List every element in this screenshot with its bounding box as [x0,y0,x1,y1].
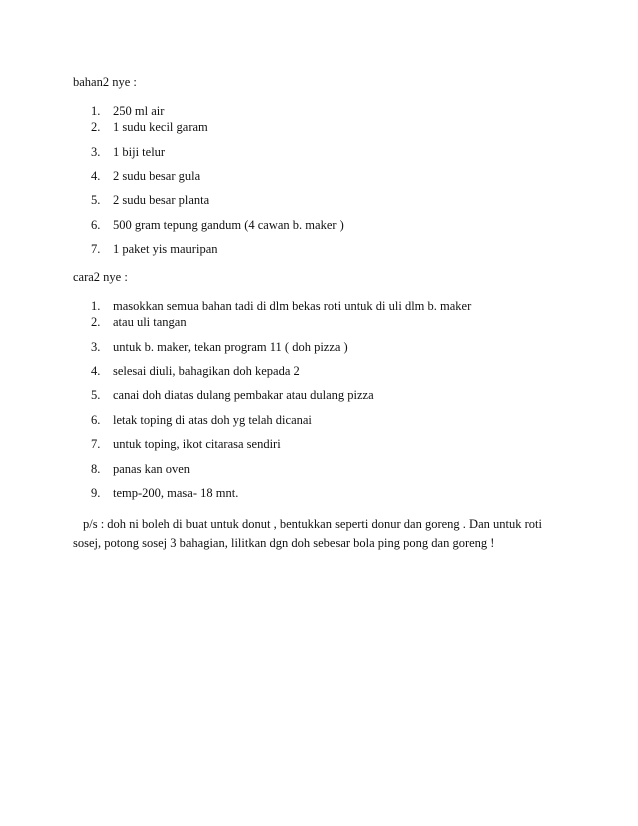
ingredient-item [91,193,209,208]
list-number: 2. [91,120,101,134]
ingredient-item [91,169,200,184]
note-paragraph [73,515,553,553]
list-number: 1. [91,299,101,313]
step-text: panas kan oven [113,462,191,476]
ingredients-heading: bahan2 nye : [73,75,137,89]
method-step [91,340,348,355]
list-number: 7. [91,242,101,256]
method-step [91,462,190,477]
method-step [91,413,312,428]
ingredient-text: 2 sudu besar planta [113,193,210,207]
method-heading: cara2 nye : [73,270,128,284]
ingredient-text: 1 sudu kecil garam [113,120,208,134]
ingredient-item [91,120,208,135]
ingredient-text: 1 paket yis mauripan [113,242,218,256]
list-number: 4. [91,364,101,378]
step-text: canai doh diatas dulang pembakar atau dulang pizza [113,388,374,402]
step-text: masokkan semua bahan tadi di dlm bekas roti untuk di uli dlm b. maker [113,299,472,313]
step-text: temp-200, masa- 18 mnt. [113,486,239,500]
ingredient-text: 1 biji telur [113,145,166,159]
method-step [91,299,471,314]
step-text: selesai diuli, bahagikan doh kepada 2 [113,364,300,378]
list-number: 6. [91,218,101,232]
step-text: letak toping di atas doh yg telah dicanai [113,413,312,427]
list-number: 4. [91,169,101,183]
ingredient-item [91,242,218,257]
note-line: p/s : doh ni boleh di buat untuk donut , bentukkan seperti donur dan goreng . Dan untuk roti [83,517,542,531]
ingredient-text: 250 ml air [113,104,165,118]
ingredient-item [91,145,165,160]
method-step [91,486,238,501]
list-number: 1. [91,104,101,118]
list-number: 8. [91,462,101,476]
list-number: 3. [91,340,101,354]
list-number: 5. [91,388,101,402]
step-text: atau uli tangan [113,315,187,329]
method-step [91,437,281,452]
ingredient-item [91,218,344,233]
step-text: untuk b. maker, tekan program 11 ( doh pizza ) [113,340,348,354]
list-number: 6. [91,413,101,427]
note-line: sosej, potong sosej 3 bahagian, lilitkan dgn doh sebesar bola ping pong dan goreng ! [73,536,495,550]
list-number: 7. [91,437,101,451]
method-step [91,364,300,379]
ingredient-text: 2 sudu besar gula [113,169,201,183]
ingredient-item [91,104,164,119]
list-number: 9. [91,486,101,500]
list-number: 5. [91,193,101,207]
method-step [91,315,187,330]
list-number: 2. [91,315,101,329]
ingredient-text: 500 gram tepung gandum (4 cawan b. maker ) [113,218,344,232]
list-number: 3. [91,145,101,159]
step-text: untuk toping, ikot citarasa sendiri [113,437,281,451]
method-step [91,388,374,403]
